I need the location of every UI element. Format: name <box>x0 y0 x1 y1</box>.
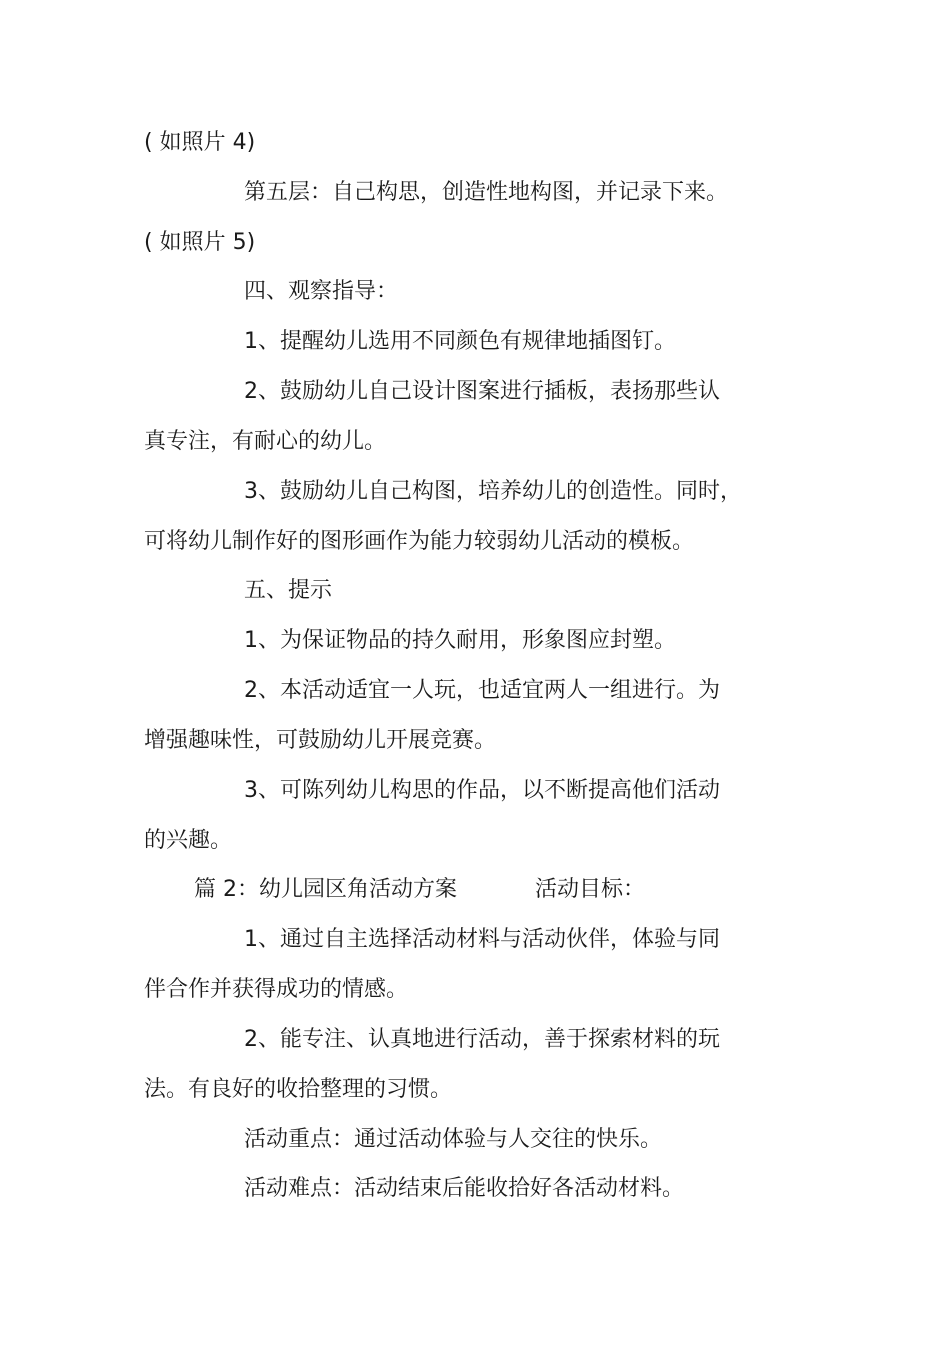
article-title: 篇 2：幼儿园区角活动方案 <box>194 877 457 902</box>
paragraph-line: 法。有良好的收拾整理的习惯。 <box>144 1077 453 1102</box>
paragraph-line: 1、为保证物品的持久耐用，形象图应封塑。 <box>244 628 676 653</box>
paragraph-line: 可将幼儿制作好的图形画作为能力较弱幼儿活动的模板。 <box>144 529 695 554</box>
paragraph-line: 真专注，有耐心的幼儿。 <box>144 429 387 454</box>
paragraph-line: 活动难点：活动结束后能收拾好各活动材料。 <box>244 1176 685 1201</box>
article-heading-line <box>194 875 645 905</box>
paragraph-line: ( 如照片 5) <box>144 230 256 255</box>
paragraph-line: 2、本活动适宜一人玩，也适宜两人一组进行。为 <box>244 678 720 703</box>
paragraph-line: 第五层：自己构思，创造性地构图，并记录下来。 <box>244 180 729 205</box>
paragraph-line: 增强趣味性，可鼓励幼儿开展竞赛。 <box>144 728 497 753</box>
section-heading: 活动目标： <box>535 877 646 902</box>
paragraph-line: 伴合作并获得成功的情感。 <box>144 977 409 1002</box>
paragraph-line: 3、可陈列幼儿构思的作品，以不断提高他们活动 <box>244 778 720 803</box>
paragraph-line: 活动重点：通过活动体验与人交往的快乐。 <box>244 1127 663 1152</box>
paragraph-line: 1、提醒幼儿选用不同颜色有规律地插图钉。 <box>244 329 676 354</box>
paragraph-line: 3、鼓励幼儿自己构图，培养幼儿的创造性。同时， <box>244 479 742 504</box>
paragraph-line: ( 如照片 4) <box>144 130 256 155</box>
paragraph-line: 1、通过自主选择活动材料与活动伙伴，体验与同 <box>244 927 720 952</box>
section-heading: 四、观察指导： <box>244 279 399 304</box>
paragraph-line: 的兴趣。 <box>144 828 233 853</box>
paragraph-line: 2、能专注、认真地进行活动，善于探索材料的玩 <box>244 1027 720 1052</box>
section-heading: 五、提示 <box>244 578 333 603</box>
paragraph-line: 2、鼓励幼儿自己设计图案进行插板，表扬那些认 <box>244 379 720 404</box>
